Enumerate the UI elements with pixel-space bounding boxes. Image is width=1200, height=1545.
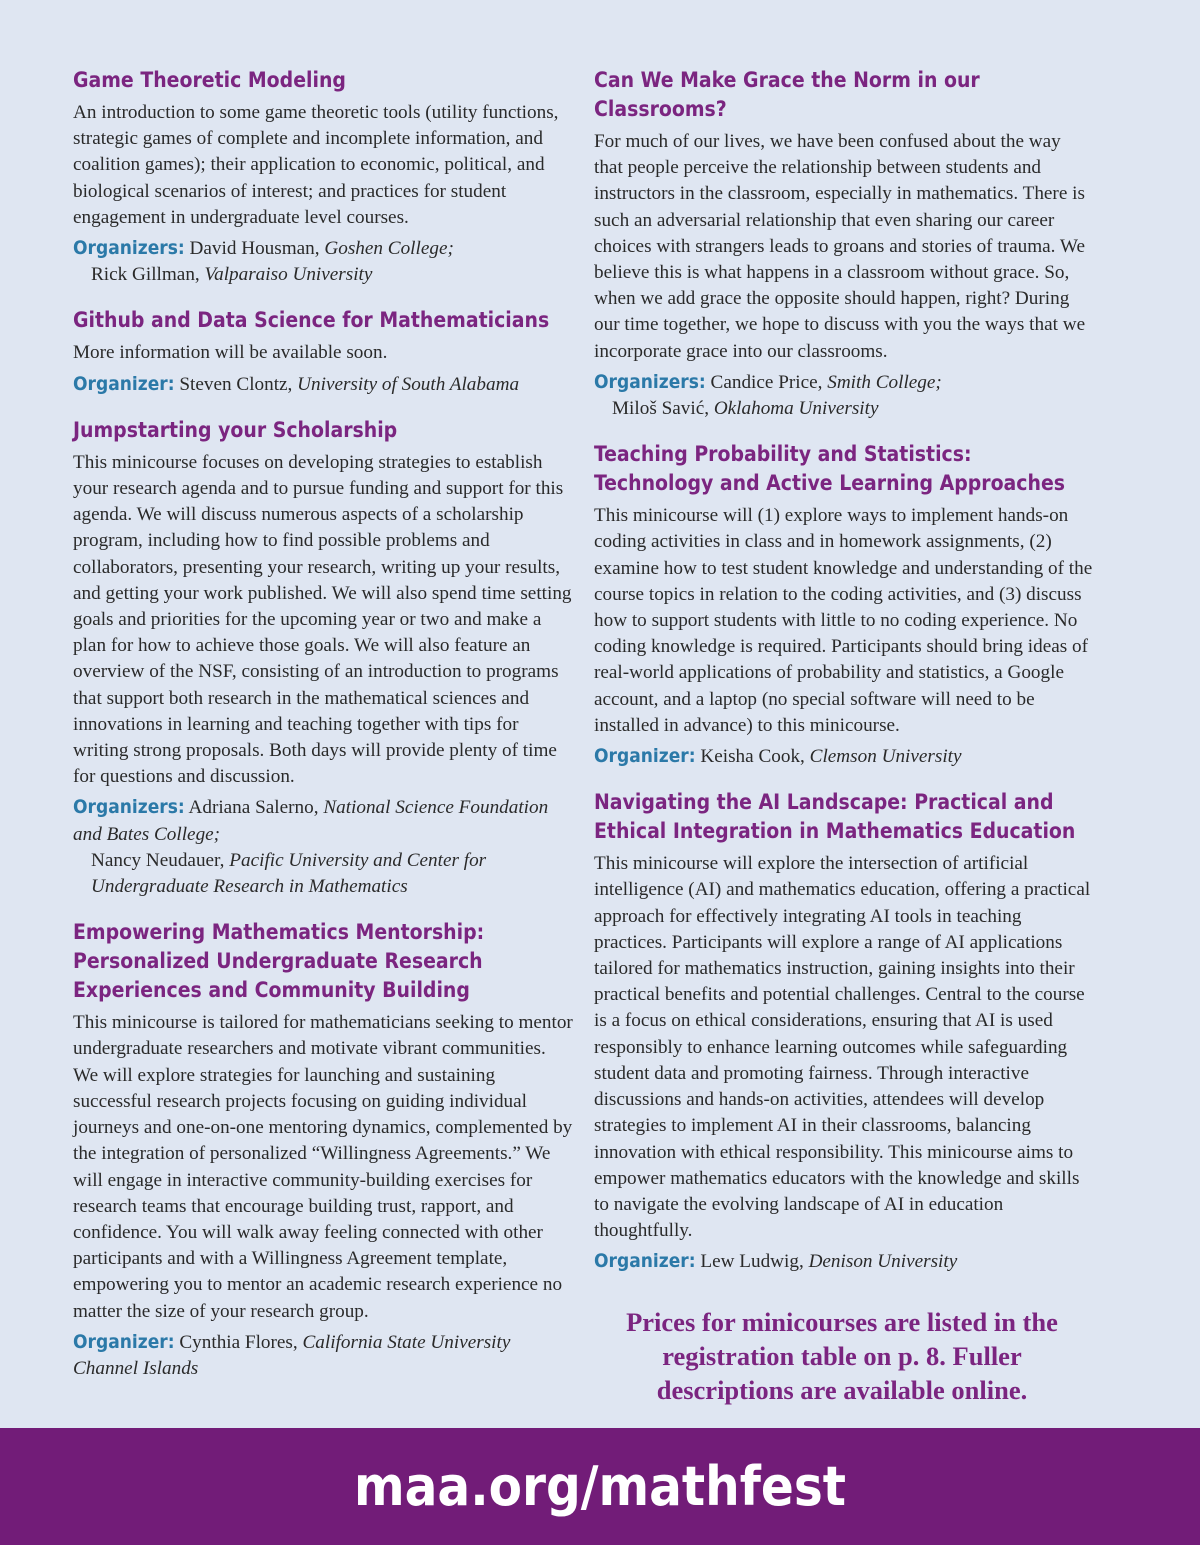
left-column [73, 66, 573, 1400]
organizer-institution: University of South Alabama [297, 373, 520, 395]
organizer-institution: Denison University [808, 1251, 958, 1273]
course-organizers [73, 235, 573, 288]
organizer-name: Candice Price, [710, 371, 828, 393]
organizer-name: Cynthia Flores, [179, 1331, 303, 1353]
organizer-institution: National Science Foundation and Bates College; [73, 797, 549, 845]
minicourse-entry [73, 66, 573, 288]
organizer-institution: Valparaiso University [204, 264, 373, 286]
course-title: Can We Make Grace the Norm in our Classrooms? [594, 68, 980, 121]
organizer-label: Organizer: [594, 745, 696, 768]
organizer-institution: Oklahoma University [713, 398, 879, 420]
organizer-name: Rick Gillman, [91, 264, 205, 286]
organizer-name: Steven Clontz, [179, 373, 298, 395]
organizer [179, 374, 519, 395]
minicourse-entry [73, 416, 573, 900]
organizer [190, 238, 454, 259]
organizer-label: Organizers: [594, 370, 706, 393]
course-organizers [73, 371, 573, 398]
course-title: Navigating the AI Landscape: Practical and Ethical Integration in Mathematics Education [594, 790, 1076, 844]
organizer-label: Organizers: [73, 237, 185, 260]
organizer [700, 1251, 957, 1272]
organizer-name: David Housman, [189, 238, 325, 260]
organizer-label: Organizers: [73, 796, 185, 819]
course-organizers [594, 1248, 1094, 1275]
course-title: Teaching Probability and Statistics: Technology and Active Learning Approaches [594, 442, 1066, 496]
course-description: This minicourse focuses on developing strategies to establish your research agenda and to pursue funding and support for this agenda. We will discuss numerous aspects of a scholarship program, including how to find possible problems and collaborators, presenting your research, writing up your results, and getting your work published. We will also spend time setting goals and priorities for the upcoming year or two and make a plan for how to achieve those goals. We will also feature an overview of the NSF, consisting of an introduction to programs that support both research in the mathematical sciences and innovations in learning and teaching together with tips for writing strong proposals. Both days will provide plenty of time for questions and discussion. [73, 451, 572, 788]
organizer-institution: Goshen College; [324, 238, 454, 260]
minicourse-entry [594, 440, 1094, 770]
organizer-name: Miloš Savić, [612, 398, 714, 420]
organizer-label: Organizer: [594, 1250, 696, 1273]
organizer [73, 848, 573, 900]
footer-url-link[interactable]: maa.org/mathfest [354, 1455, 846, 1518]
course-organizers [594, 743, 1094, 770]
organizer-label: Organizer: [73, 372, 175, 395]
organizer-name: Keisha Cook, [700, 746, 810, 768]
organizer-name: Lew Ludwig, [700, 1251, 809, 1273]
course-description: This minicourse will explore the intersection of artificial intelligence (AI) and mathematics education, offering a practical approach for effectively integrating AI tools in teaching practices. Participants will explore a range of AI applications tailored for mathematics instruction, gaining insights into their practical benefits and potential challenges. Central to the course is a focus on ethical considerations, ensuring that AI is used responsibly to enhance learning outcomes while safeguarding student data and promoting fairness. Through interactive discussions and hands-on activities, attendees will develop strategies to implement AI in their classrooms, balancing innovation with ethical responsibility. This minicourse aims to empower mathematics educators with the knowledge and skills to navigate the evolving landscape of AI in education thoughtfully. [594, 853, 1091, 1242]
course-organizers [594, 369, 1094, 422]
course-organizers [73, 1329, 573, 1382]
minicourse-entry [594, 66, 1094, 422]
organizer-institution: California State University Channel Islands [73, 1331, 511, 1379]
course-title: Empowering Mathematics Mentorship: Personalized Undergraduate Research Experiences and Community Building [73, 920, 485, 1003]
course-description: For much of our lives, we have been confused about the way that people perceive the relationship between students and instructors in the classroom, especially in mathematics. There is such an adversarial relationship that even sharing our career choices with strangers leads to groans and stories of trauma. We believe this is what happens in a classroom without grace. So, when we add grace the opposite should happen, right? During our time together, we hope to discuss with you the ways that we incorporate grace into our classrooms. [594, 131, 1086, 362]
prices-note: Prices for minicourses are listed in the registration table on p. 8. Fuller descriptions are available online. [626, 1307, 1058, 1405]
course-description: More information will be available soon. [73, 342, 388, 364]
minicourse-entry [594, 788, 1094, 1275]
course-title: Github and Data Science for Mathematicians [73, 308, 550, 333]
organizer [73, 262, 573, 288]
organizer [594, 396, 1094, 422]
course-description: This minicourse will (1) explore ways to implement hands-on coding activities in class and in homework assignments, (2) examine how to test student knowledge and understanding of the course topics in relation to the coding activities, and (3) discuss how to support students with little to no coding experience. No coding knowledge is required. Participants should bring ideas of real-world applications of probability and statistics, a Google account, and a laptop (no special software will need to be installed in advance) to this minicourse. [594, 505, 1093, 736]
organizer [711, 372, 942, 393]
course-organizers [73, 794, 573, 900]
course-title: Jumpstarting your Scholarship [73, 417, 398, 442]
right-column [594, 66, 1094, 1294]
organizer-institution: Smith College; [827, 371, 942, 393]
organizer-name: Adriana Salerno, [188, 797, 324, 819]
course-description: This minicourse is tailored for mathematicians seeking to mentor undergraduate researchers and motivate vibrant communities. We will explore strategies for launching and sustaining successful research projects focusing on guiding individual journeys and one-on-one mentoring dynamics, complemented by the integration of personalized “Willingness Agreements.” We will engage in interactive community-building exercises for research teams that encourage building trust, rapport, and confidence. You will walk away feeling connected with other participants and with a Willingness Agreement template, empowering you to mentor an academic research experience no matter the size of your research group. [73, 1012, 573, 1322]
organizer-name: Nancy Neudauer, [91, 849, 230, 871]
organizer [700, 746, 961, 767]
footer-banner [0, 1428, 1200, 1545]
organizer-institution: Clemson University [809, 746, 962, 768]
minicourse-entry [73, 306, 573, 397]
organizer-label: Organizer: [73, 1330, 175, 1353]
organizer-institution: Pacific University and Center for Undergraduate Research in Mathematics [91, 849, 487, 898]
minicourse-entry [73, 918, 573, 1382]
course-description: An introduction to some game theoretic tools (utility functions, strategic games of complete and incomplete information, and coalition games); their application to economic, political, and biological scenarios of interest; and practices for student engagement in undergraduate level courses. [73, 102, 559, 228]
course-title: Game Theoretic Modeling [73, 68, 346, 92]
